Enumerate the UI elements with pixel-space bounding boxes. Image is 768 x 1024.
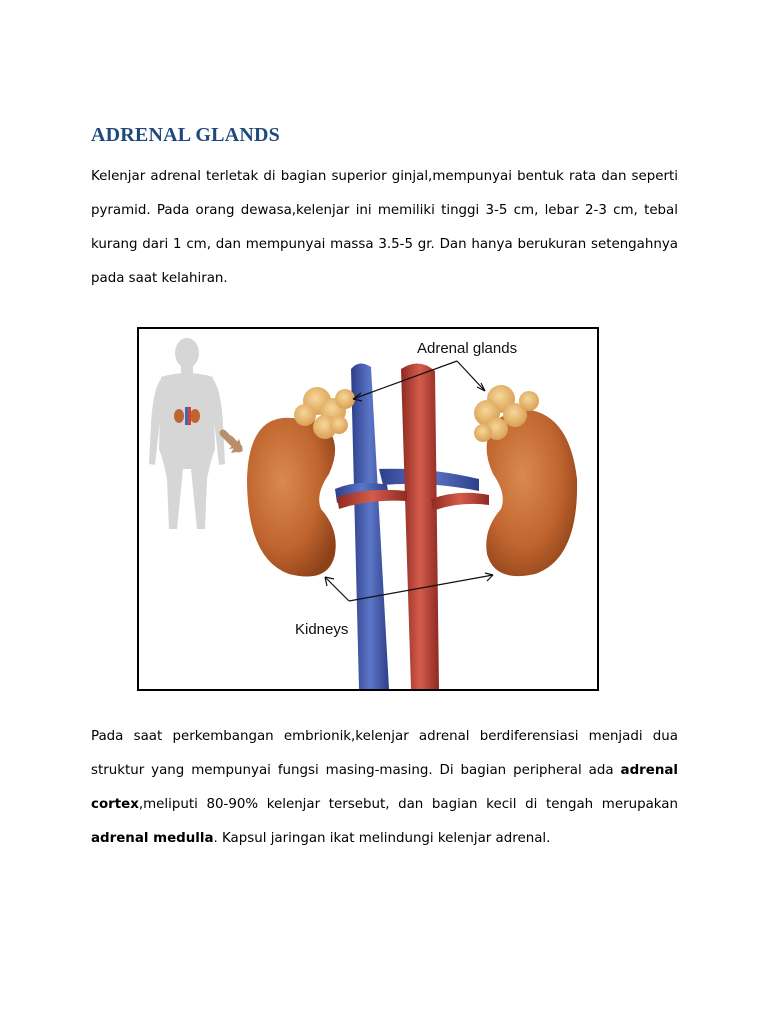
small-kidneys	[174, 407, 200, 425]
human-silhouette	[149, 338, 225, 529]
paragraph2-text-1: Pada saat perkembangan embrionik,kelenjar adrenal berdiferensiasi menjadi dua struktur yang mempunyai fungsi masing-masing. Di bagian peripheral ada	[91, 729, 678, 778]
left-kidney	[247, 418, 336, 577]
anatomy-illustration	[139, 329, 597, 689]
section-heading: ADRENAL GLANDS	[91, 124, 280, 146]
embryonic-paragraph	[91, 720, 678, 856]
adrenal-cortex-term: adrenal cortex	[91, 763, 678, 812]
adrenal-medulla-term: adrenal medulla	[91, 831, 214, 846]
vena-cava	[351, 363, 389, 689]
paragraph2-text-3: . Kapsul jaringan ikat melindungi kelenjar adrenal.	[213, 831, 551, 846]
aorta	[401, 363, 439, 689]
paragraph2-text-2: ,meliputi 80-90% kelenjar tersebut, dan bagian kecil di tengah merupakan	[138, 797, 678, 812]
intro-paragraph: Kelenjar adrenal terletak di bagian superior ginjal,mempunyai bentuk rata dan seperti pyramid. Pada orang dewasa,kelenjar ini memiliki tinggi 3-5 cm, lebar 2-3 cm, tebal kurang dari 1 cm, dan mempunyai massa 3.5-5 gr. Dan hanya berukuran setengahnya pada saat kelahiran.	[91, 169, 678, 286]
adrenal-kidney-figure	[137, 327, 599, 691]
adrenal-glands-label: Adrenal glands	[417, 340, 518, 357]
kidneys-label: Kidneys	[295, 621, 349, 638]
